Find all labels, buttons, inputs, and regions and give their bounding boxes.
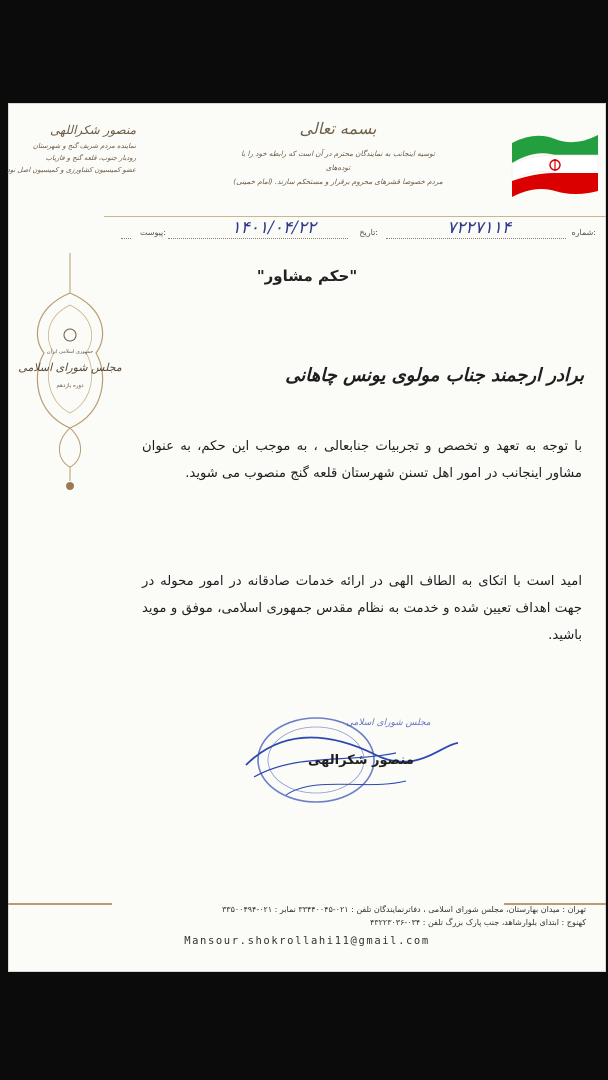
date-label: تاریخ: xyxy=(359,228,378,237)
sender-line: عضو کمیسیون کشاورزی و کمیسیون اصل نود xyxy=(6,166,136,174)
motto-line: مردم خصوصا قشرهای محروم برقرار و مستحکم سازند. (امام خمینی) xyxy=(233,177,443,186)
iran-flag-icon xyxy=(510,125,600,197)
emblem-top: جمهوری اسلامی ایران xyxy=(46,349,94,355)
addressee: برادر ارجمند جناب مولوی یونس چاهانی xyxy=(285,365,584,386)
letter-page xyxy=(8,103,606,972)
emblem-text: مجلس شورای اسلامی xyxy=(18,361,122,374)
number-value: ۷۲۲۷۱۱۴ xyxy=(447,218,511,238)
number-label: شماره: xyxy=(571,228,596,237)
stamp-text: مجلس شورای اسلامی xyxy=(346,718,431,728)
emblem-sub: دوره یازدهم xyxy=(56,383,84,389)
date-value: ۱۴۰۱/۰۴/۲۲ xyxy=(231,218,316,238)
parliament-emblem-icon xyxy=(18,253,122,503)
body-paragraph: امید است با اتکای به الطاف الهی در ارائه خدمات صادقانه در امور محوله در جهت اهداف تعیین شده و خدمت به نظام مقدس جمهوری اسلامی، موفق و موید باشید. xyxy=(142,574,582,643)
bismillah: بسمه تعالی xyxy=(299,119,377,138)
footer-address-tehran: تهران : میدان بهارستان، مجلس شورای اسلامی ، دفاترنمایندگان تلفن : ۰۲۱-۳۳۴۴۰۰۴۵ نمابر : ۰۲۱-۳۳۵۰۰۴۹۴ xyxy=(221,905,586,914)
body-paragraph: با توجه به تعهد و تخصص و تجربیات جنابعالی ، به موجب این حکم، به عنوان مشاور اینجانب در امور اهل تسنن شهرستان قلعه گنج منصوب می شوید. xyxy=(142,439,582,481)
footer xyxy=(8,903,606,947)
motto-line: توسیه اینجانب به نمایندگان محترم در آن است که رابطه خود را با توده‌های xyxy=(241,149,435,172)
sender-name: منصور شکراللهی xyxy=(49,123,136,137)
signer-name: منصور شکرالهی xyxy=(308,753,414,768)
sender-line: رودبار جنوب، قلعه گنج و فاریاب xyxy=(45,154,136,162)
header-motto xyxy=(233,119,443,189)
sender-block xyxy=(6,123,136,176)
attachment-label: پیوست: xyxy=(139,228,166,237)
footer-address-kahnuj: کهنوج : ابتدای بلوارشاهد، جنب پارک بزرگ تلفن : ۰۳۴-۴۳۲۲۳۰۳۶ xyxy=(370,918,586,927)
footer-email: Mansour.shokrollahi11@gmail.com xyxy=(184,935,430,947)
document-title: "حکم مشاور" xyxy=(256,267,358,285)
sender-line: نماینده مردم شریف گنج و شهرستان xyxy=(32,142,136,150)
reference-row xyxy=(8,214,606,250)
